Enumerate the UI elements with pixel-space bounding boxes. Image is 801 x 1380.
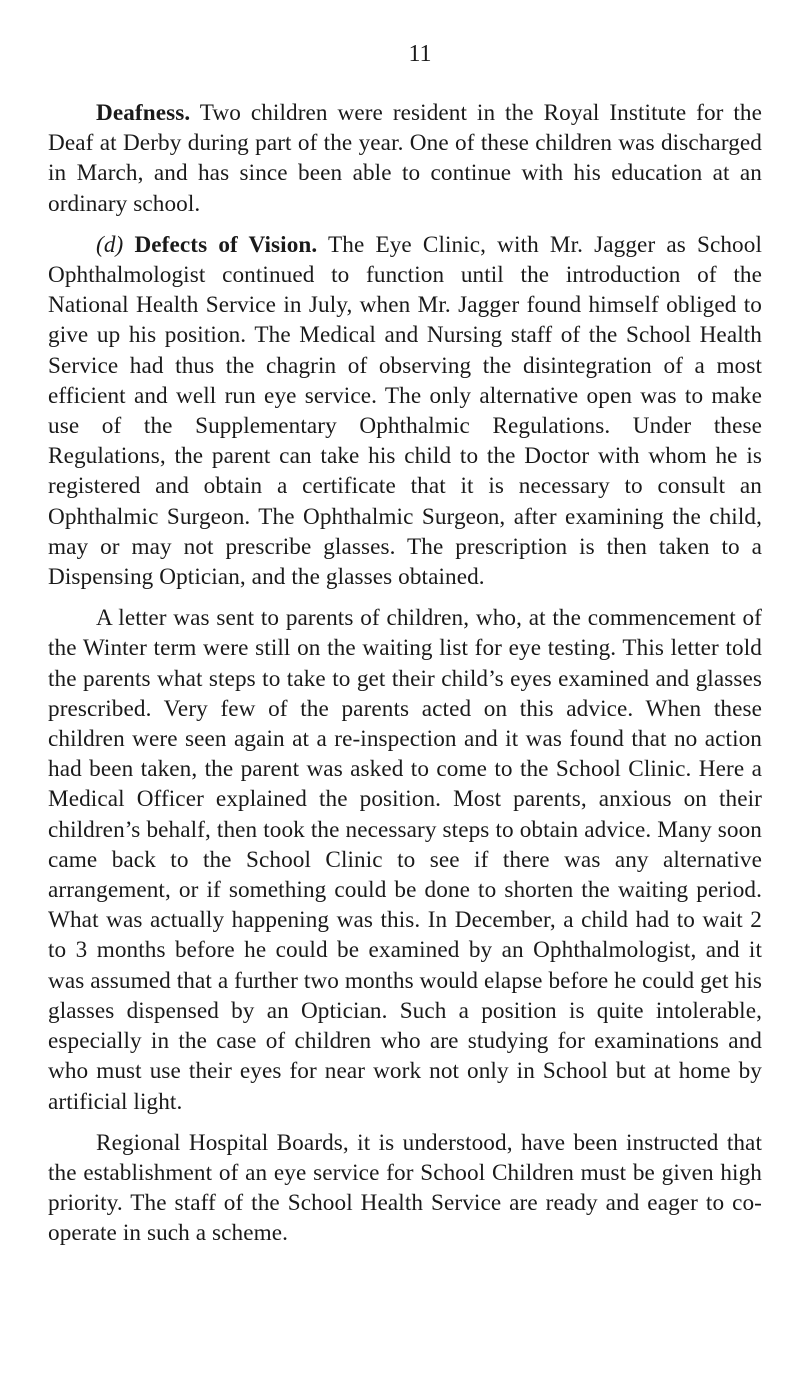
paragraph-text: A letter was sent to parents of children, who, at the commencement of the Winter term were still on the waiting list for eye testing. This letter told the parents what steps to take to get their child’s eyes examined and glasses prescribed. Very few of the parents acted on this advice. When these children were seen again at a re-inspection and it was found that no action had been taken, the parent was asked to come to the School Clinic. Here a Medical Officer explained the position. Most parents, anxious on their children’s behalf, then took the necessary steps to obtain advice. Many soon came back to the School Clinic to see if there was any alternative arrangement, or if something could be done to shorten the waiting period. What was actually happening was this. In December, a child had to wait 2 to 3 months before he could be examined by an Ophthalmologist, and it was assumed that a further two months would elapse before he could get his glasses dispensed by an Optician. Such a position is quite intolerable, especially in the case of children who are studying for examinations and who must use their eyes for near work not only in School but at home by artificial light. <box>48 605 762 1115</box>
section-heading-defects-of-vision: Defects of Vision. <box>123 231 318 258</box>
paragraph-text: Two children were resident in the Royal Institute for the Deaf at Derby during part of the year. One of these children was discharged in March, and has since been able to continue with his education at an ordinary school. <box>48 100 762 217</box>
document-page <box>48 40 762 1260</box>
paragraph-deafness <box>48 98 762 219</box>
section-label: (d) <box>96 231 124 258</box>
paragraph-defects-of-vision <box>48 230 762 592</box>
paragraph-text: Regional Hospital Boards, it is understood, have been instructed that the establishment of an eye service for School Children must be given high priority. The staff of the School Health Service are ready and eager to co-operate in such a scheme. <box>48 1129 762 1247</box>
paragraph-text: The Eye Clinic, with Mr. Jagger as School Ophthalmologist continued to function until the introduction of the National Health Service in July, when Mr. Jagger found himself obliged to give up his position. The Medical and Nursing staff of the School Health Service had thus the chagrin of observing the disintegration of a most efficient and well run eye service. The only alternative open was to make use of the Supplementary Ophthalmic Regulations. Under these Regulations, the parent can take his child to the Doctor with whom he is registered and obtain a certificate that it is necessary to consult an Ophthalmic Surgeon. The Ophthalmic Surgeon, after examining the child, may or may not prescribe glasses. The prescription is then taken to a Dispensing Optician, and the glasses obtained. <box>48 231 762 591</box>
paragraph-regional-boards <box>48 1128 762 1249</box>
paragraph-letter-to-parents <box>48 603 762 1116</box>
section-heading-deafness: Deafness. <box>96 100 191 126</box>
page-number: 11 <box>408 41 432 67</box>
